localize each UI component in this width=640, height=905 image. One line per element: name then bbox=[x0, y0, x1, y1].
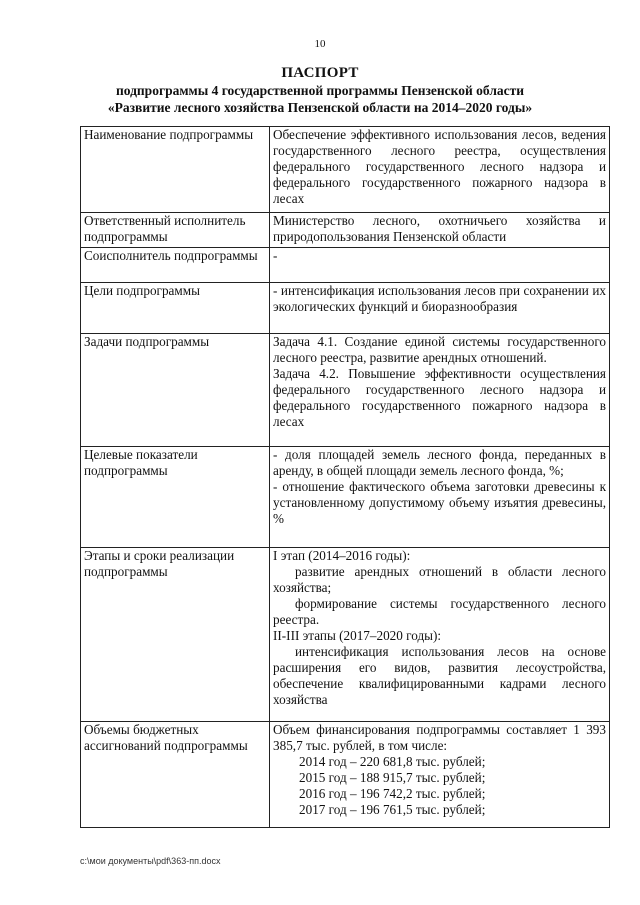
table-row bbox=[81, 127, 610, 213]
funding-year: 2014 год – 220 681,8 тыс. рублей; bbox=[299, 754, 486, 769]
heading-subtitle-1: подпрограммы 4 государственной программы Пензенской области bbox=[115, 83, 525, 98]
table-row bbox=[81, 248, 610, 283]
funding-year: 2016 год – 196 742,2 тыс. рублей; bbox=[299, 786, 486, 801]
row-label: Объемы бюджетных ассигнований подпрограммы bbox=[81, 722, 270, 828]
funding-year: 2015 год – 188 915,7 тыс. рублей; bbox=[299, 770, 486, 785]
document-heading bbox=[0, 64, 640, 116]
funding-year: 2017 год – 196 761,5 тыс. рублей; bbox=[299, 802, 486, 817]
row-value bbox=[270, 722, 610, 828]
row-value bbox=[270, 334, 610, 447]
indicator-2: - отношение фактического объема заготовки древесины к установленному допустимому объему изъятия древесины, % bbox=[273, 479, 606, 526]
funding-total: Объем финансирования подпрограммы составляет 1 393 385,7 тыс. рублей, в том числе: bbox=[273, 722, 606, 753]
row-value: Министерство лесного, охотничьего хозяйства и природопользования Пензенской области bbox=[270, 213, 610, 248]
heading-subtitle-2: «Развитие лесного хозяйства Пензенской области на 2014–2020 годы» bbox=[107, 100, 533, 115]
table-row bbox=[81, 283, 610, 334]
indicator-1: - доля площадей земель лесного фонда, переданных в аренду, в общей площади земель лесного фонда, %; bbox=[273, 447, 606, 478]
table-row bbox=[81, 548, 610, 722]
task-4-1: Задача 4.1. Создание единой системы государственного лесного реестра, развитие арендных отношений. bbox=[273, 334, 606, 365]
row-label: Этапы и сроки реализации подпрограммы bbox=[81, 548, 270, 722]
row-label: Цели подпрограммы bbox=[81, 283, 270, 334]
table-row bbox=[81, 722, 610, 828]
passport-table bbox=[80, 126, 610, 828]
row-value bbox=[270, 447, 610, 548]
row-label: Ответственный исполнитель подпрограммы bbox=[81, 213, 270, 248]
heading-title: ПАСПОРТ bbox=[281, 65, 359, 81]
table-row bbox=[81, 447, 610, 548]
row-value: - bbox=[270, 248, 610, 283]
file-path-footer: c:\мои документы\pdf\363-пп.docx bbox=[80, 856, 221, 866]
row-label: Соисполнитель подпрограммы bbox=[81, 248, 270, 283]
stage-2-item-1: интенсификация использования лесов на основе расширения его видов, развития лесоустройства, обеспечение квалифицированными кадрами лесного хозяйства bbox=[273, 644, 606, 707]
stage-1-title: I этап (2014–2016 годы): bbox=[273, 548, 411, 563]
row-value: - интенсификация использования лесов при сохранении их экологических функций и биоразнообразия bbox=[270, 283, 610, 334]
row-value bbox=[270, 548, 610, 722]
stage-1-item-1: развитие арендных отношений в области лесного хозяйства; bbox=[273, 564, 606, 595]
stage-1-item-2: формирование системы государственного лесного реестра. bbox=[273, 596, 606, 627]
task-4-2: Задача 4.2. Повышение эффективности осуществления федерального государственного лесного надзора и федерального государственного пожарного надзора в лесах bbox=[273, 366, 606, 429]
row-label: Целевые показатели подпрограммы bbox=[81, 447, 270, 548]
table-row bbox=[81, 334, 610, 447]
page-number: 10 bbox=[314, 38, 326, 50]
row-label: Наименование подпрограммы bbox=[81, 127, 270, 213]
table-row bbox=[81, 213, 610, 248]
stage-2-title: II-III этапы (2017–2020 годы): bbox=[273, 628, 442, 643]
row-label: Задачи подпрограммы bbox=[81, 334, 270, 447]
row-value: Обеспечение эффективного использования лесов, ведения государственного лесного реестра, осуществления федерального государственного лесного надзора и федерального государственного пожарного надзора в лесах bbox=[270, 127, 610, 213]
